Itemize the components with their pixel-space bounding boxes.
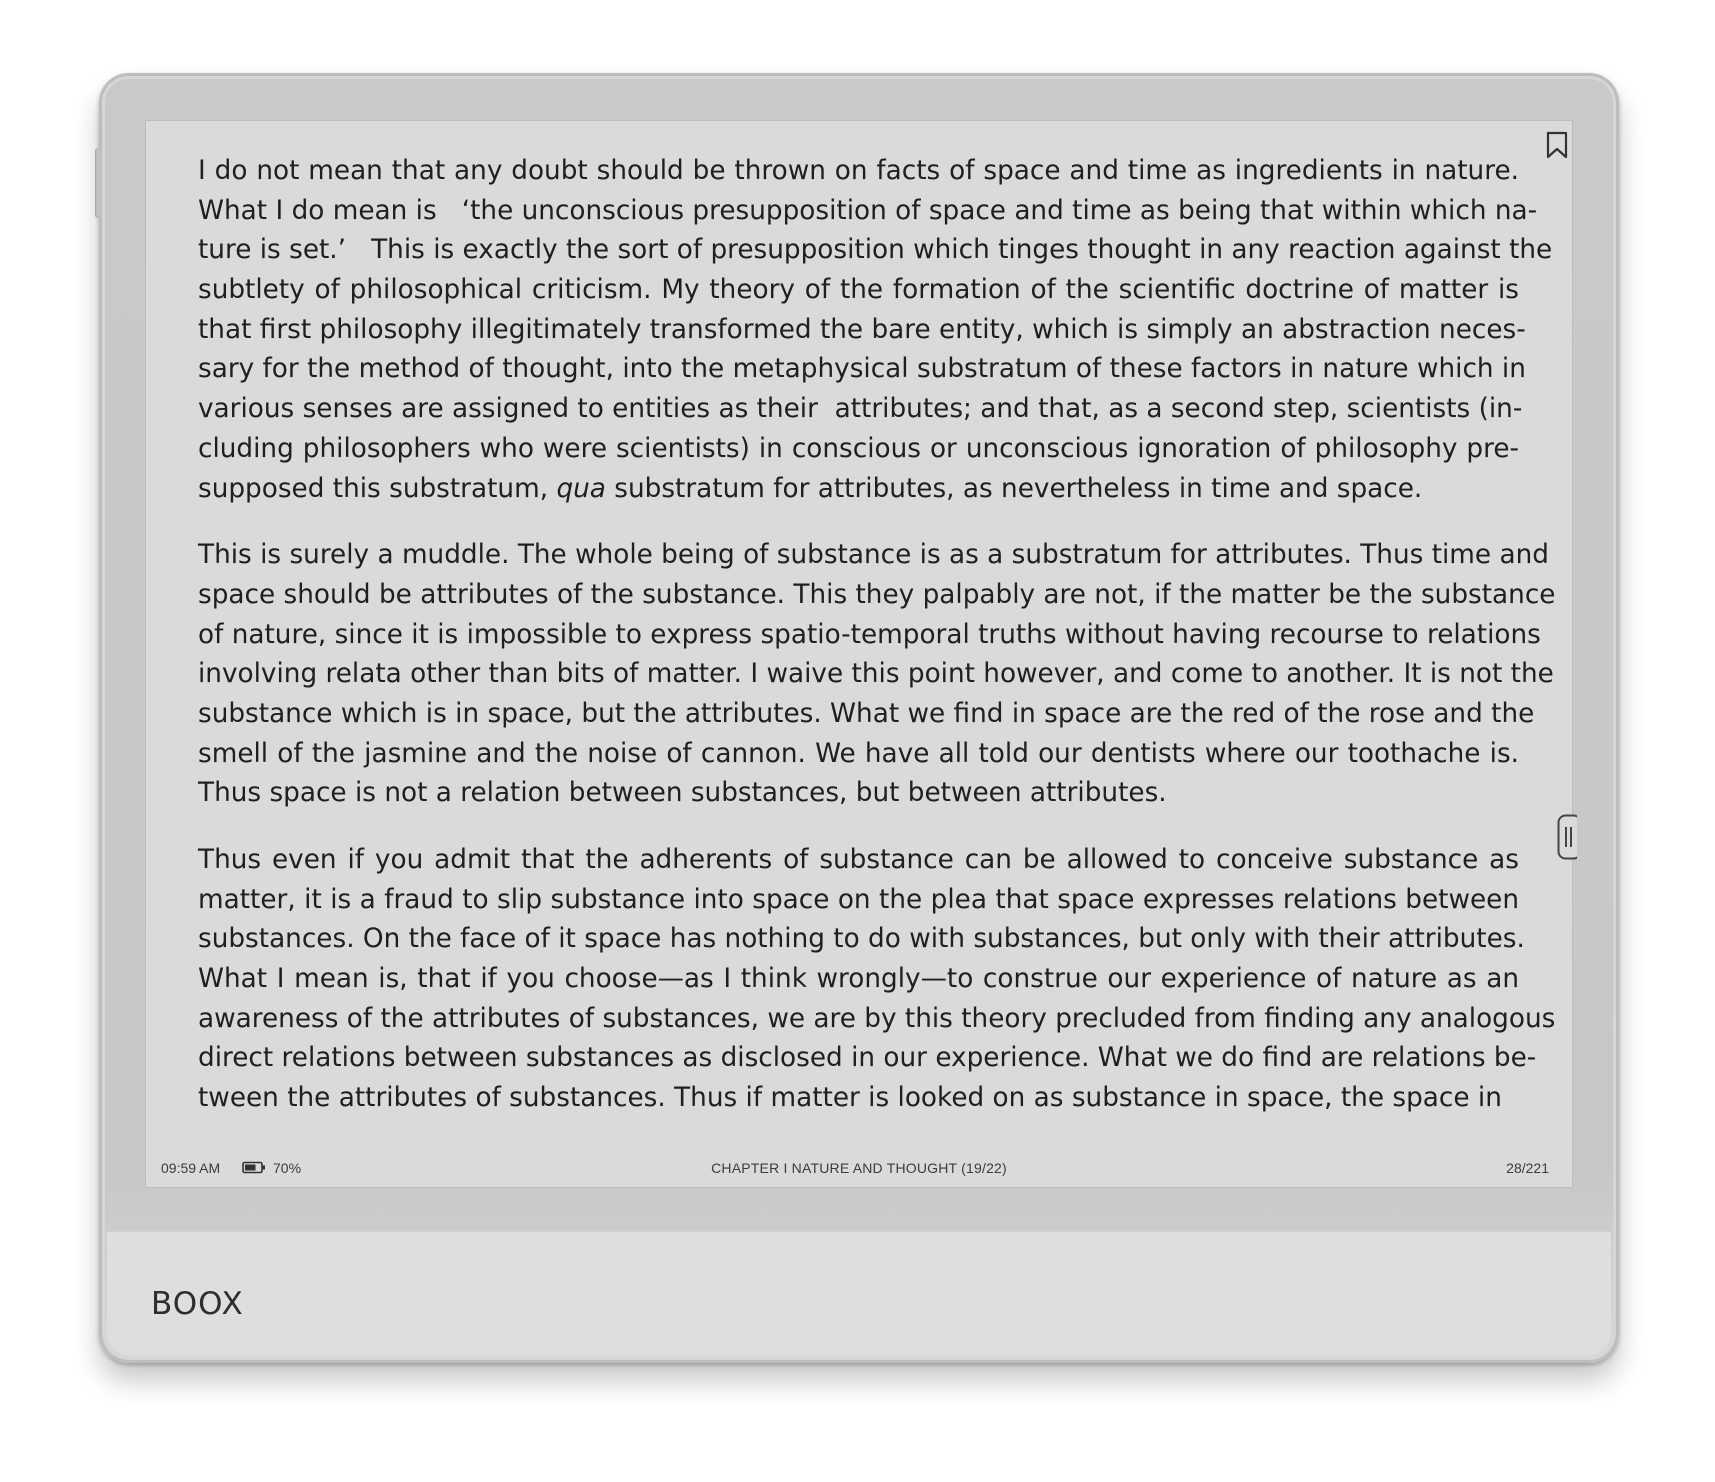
brand-logo: BOOX	[151, 1286, 244, 1322]
paragraph	[198, 841, 1556, 1119]
clock: 09:59 AM	[161, 1160, 221, 1176]
text-line: cluding philosophers who were scientists) in conscious or unconscious ignoration of philosophy pre-	[198, 433, 1519, 464]
text-line: direct relations between substances as disclosed in our experience. What we do find are relations be-	[198, 1043, 1537, 1074]
power-button[interactable]	[95, 148, 101, 218]
text-line: supposed this substratum, qua substratum for attributes, as nevertheless in time and space.	[198, 473, 1423, 504]
text-line: I do not mean that any doubt should be thrown on facts of space and time as ingredients in nature.	[198, 156, 1519, 186]
text-line: substances. On the face of it space has nothing to do with substances, but only with their attributes.	[198, 924, 1525, 955]
text-line: substance which is in space, but the attributes. What we find in space are the red of the rose and the	[198, 698, 1535, 729]
device-bezel-bottom	[107, 1231, 1611, 1355]
status-bar	[145, 1160, 1573, 1180]
text-line: Thus even if you admit that the adherents of substance can be allowed to conceive substance as	[198, 845, 1519, 875]
text-line: smell of the jasmine and the noise of cannon. We have all told our dentists where our toothache is.	[198, 738, 1519, 769]
text-line: This is surely a muddle. The whole being of substance is as a substratum for attributes. Thus time and	[198, 540, 1549, 571]
scroll-handle-icon[interactable]	[1557, 814, 1577, 860]
text-line: sary for the method of thought, into the metaphysical substratum of these factors in nature which in	[198, 354, 1526, 385]
reader-screen[interactable]	[145, 120, 1573, 1188]
text-line: What I mean is, that if you choose—as I think wrongly—to construe our experience of nature as an	[198, 964, 1519, 995]
text-line: that first philosophy illegitimately transformed the bare entity, which is simply an abstraction neces-	[198, 314, 1526, 345]
paragraph	[198, 536, 1556, 814]
text-line: ture is set.’ This is exactly the sort of presupposition which tinges thought in any reaction against the	[198, 235, 1553, 266]
text-line: subtlety of philosophical criticism. My theory of the formation of the scientific doctrine of matter is	[198, 275, 1519, 306]
chapter-indicator[interactable]: CHAPTER I NATURE AND THOUGHT (19/22)	[711, 1160, 1007, 1176]
bookmark-icon[interactable]	[1544, 130, 1570, 160]
text-line: space should be attributes of the substance. This they palpably are not, if the matter be the substance	[198, 579, 1556, 610]
text-line: awareness of the attributes of substances, we are by this theory precluded from finding any analogous	[198, 1003, 1556, 1034]
text-line: matter, it is a fraud to slip substance into space on the plea that space expresses relations between	[198, 884, 1519, 915]
text-line: involving relata other than bits of matter. I waive this point however, and come to another. It is not the	[198, 659, 1554, 690]
text-line: various senses are assigned to entities as their attributes; and that, as a second step, scientists (in-	[198, 394, 1523, 425]
text-line: of nature, since it is impossible to express spatio-temporal truths without having recourse to relations	[198, 619, 1541, 650]
text-line: What I do mean is ‘the unconscious presupposition of space and time as being that within which na-	[198, 195, 1538, 226]
battery-percentage: 70%	[273, 1160, 302, 1176]
text-line: Thus space is not a relation between substances, but between attributes.	[198, 778, 1167, 809]
page-indicator[interactable]: 28/221	[1506, 1160, 1549, 1176]
e-reader-device	[99, 73, 1619, 1363]
text-line: tween the attributes of substances. Thus if matter is looked on as substance in space, the space in	[198, 1083, 1502, 1114]
book-text	[198, 152, 1556, 1146]
paragraph	[198, 152, 1553, 509]
